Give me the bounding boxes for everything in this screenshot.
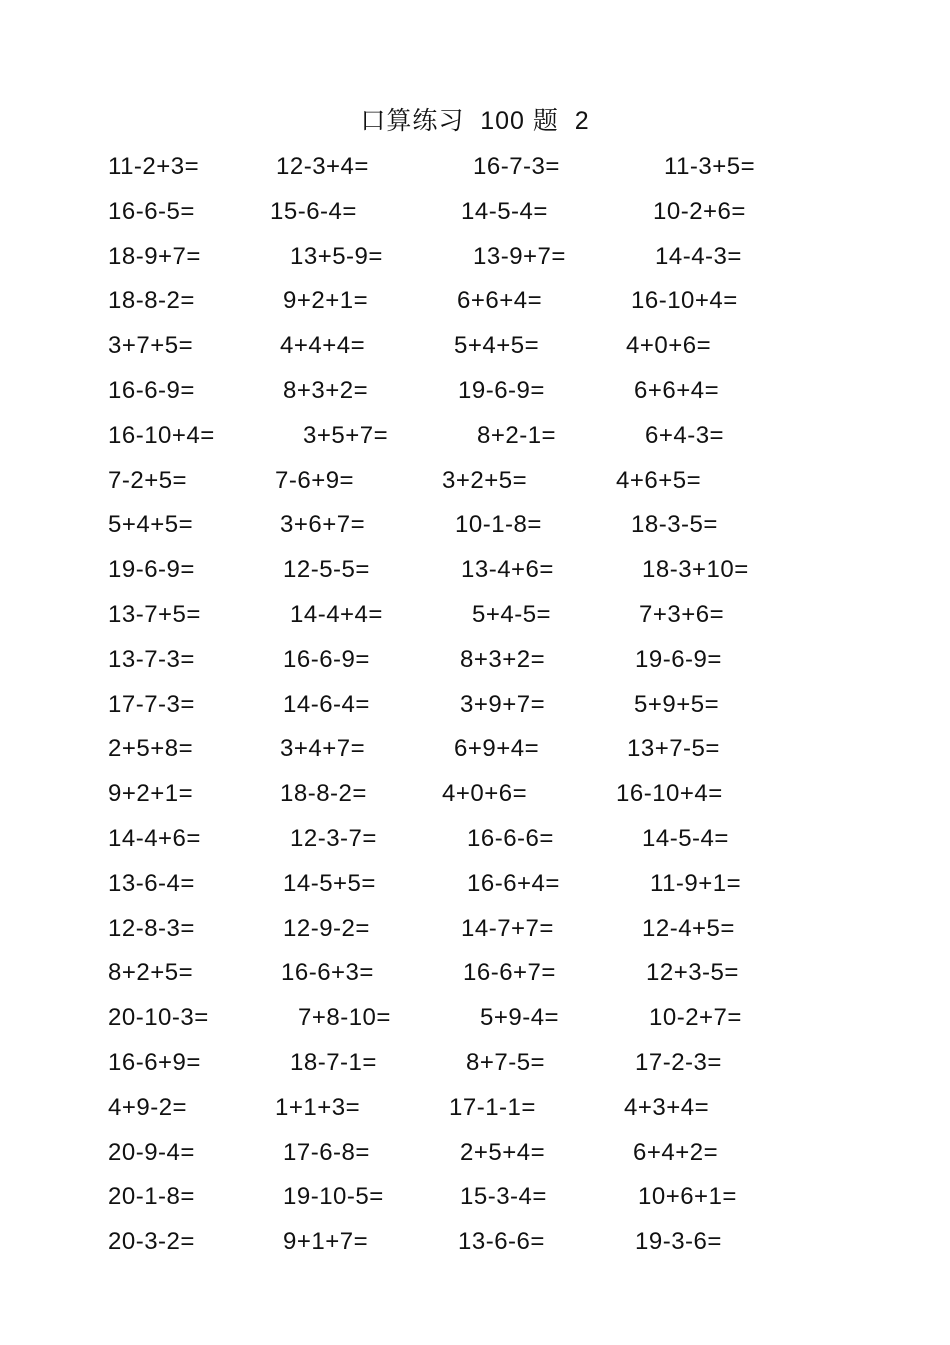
problem-r7-c4: 6+4-3= <box>645 421 725 449</box>
problem-r10-c1: 19-6-9= <box>108 556 195 584</box>
problem-r20-c4: 10-2+7= <box>649 1004 742 1032</box>
problem-r17-c3: 16-6+4= <box>467 869 560 897</box>
problem-r3-c1: 18-9+7= <box>108 242 201 270</box>
problem-r15-c2: 18-8-2= <box>280 780 367 808</box>
problem-r13-c1: 17-7-3= <box>108 690 195 718</box>
problem-r14-c1: 2+5+8= <box>108 735 194 763</box>
problem-r7-c2: 3+5+7= <box>303 421 389 449</box>
problem-r12-c1: 13-7-3= <box>108 645 195 673</box>
problem-r21-c2: 18-7-1= <box>290 1049 377 1076</box>
problem-r13-c3: 3+9+7= <box>460 690 546 718</box>
problem-r11-c1: 13-7+5= <box>108 601 201 628</box>
problem-r24-c1: 20-1-8= <box>108 1183 195 1211</box>
problem-r6-c3: 19-6-9= <box>458 377 545 404</box>
problem-r4-c3: 6+6+4= <box>457 287 543 315</box>
problem-r24-c3: 15-3-4= <box>460 1183 547 1211</box>
page-title: 口算练习 100 题 2 <box>360 107 590 135</box>
problem-r20-c1: 20-10-3= <box>108 1004 209 1032</box>
problem-r8-c2: 7-6+9= <box>275 466 355 494</box>
problem-r2-c1: 16-6-5= <box>108 197 195 225</box>
problem-r12-c4: 19-6-9= <box>635 645 722 673</box>
problem-r4-c2: 9+2+1= <box>283 287 369 315</box>
problem-r19-c1: 8+2+5= <box>108 959 194 987</box>
problem-r2-c2: 15-6-4= <box>270 197 357 225</box>
problem-r10-c2: 12-5-5= <box>283 556 370 584</box>
problem-r25-c4: 19-3-6= <box>635 1228 722 1256</box>
problem-r16-c1: 14-4+6= <box>108 825 201 852</box>
problem-r14-c2: 3+4+7= <box>280 735 366 763</box>
problem-r1-c1: 11-2+3= <box>108 153 200 180</box>
problem-r8-c4: 4+6+5= <box>616 466 702 494</box>
problem-r4-c1: 18-8-2= <box>108 287 195 315</box>
problem-r1-c4: 11-3+5= <box>664 153 756 180</box>
problem-r18-c2: 12-9-2= <box>283 914 370 942</box>
problem-r19-c4: 12+3-5= <box>646 959 739 987</box>
problem-r10-c4: 18-3+10= <box>642 556 749 584</box>
problem-r15-c4: 16-10+4= <box>616 780 723 808</box>
problem-r23-c2: 17-6-8= <box>283 1138 370 1166</box>
problem-r5-c2: 4+4+4= <box>280 332 366 360</box>
problem-r24-c2: 19-10-5= <box>283 1183 384 1211</box>
problem-r5-c4: 4+0+6= <box>626 332 712 360</box>
problem-r20-c3: 5+9-4= <box>480 1004 560 1032</box>
problem-r12-c2: 16-6-9= <box>283 645 370 673</box>
problem-r23-c3: 2+5+4= <box>460 1138 546 1166</box>
problem-r22-c2: 1+1+3= <box>275 1093 361 1121</box>
problem-r6-c1: 16-6-9= <box>108 377 195 404</box>
problem-r3-c4: 14-4-3= <box>655 242 742 270</box>
problem-r18-c4: 12-4+5= <box>642 914 735 942</box>
problem-r21-c3: 8+7-5= <box>466 1049 546 1076</box>
problem-r19-c3: 16-6+7= <box>463 959 556 987</box>
problem-r18-c3: 14-7+7= <box>461 914 554 942</box>
problem-r17-c4: 11-9+1= <box>650 869 742 897</box>
problem-r13-c2: 14-6-4= <box>283 690 370 718</box>
problem-r25-c2: 9+1+7= <box>283 1228 369 1256</box>
problem-r9-c3: 10-1-8= <box>455 511 542 539</box>
problem-r15-c1: 9+2+1= <box>108 780 194 808</box>
problem-r4-c4: 16-10+4= <box>631 287 738 315</box>
problem-r8-c3: 3+2+5= <box>442 466 528 494</box>
problem-r11-c3: 5+4-5= <box>472 601 552 628</box>
problem-r25-c3: 13-6-6= <box>458 1228 545 1256</box>
problem-r6-c2: 8+3+2= <box>283 377 369 404</box>
problem-r5-c1: 3+7+5= <box>108 332 194 360</box>
problem-r17-c1: 13-6-4= <box>108 869 195 897</box>
problem-r21-c1: 16-6+9= <box>108 1049 201 1076</box>
problem-r9-c1: 5+4+5= <box>108 511 194 539</box>
problem-r6-c4: 6+6+4= <box>634 377 720 404</box>
problem-r23-c4: 6+4+2= <box>633 1138 719 1166</box>
problem-r8-c1: 7-2+5= <box>108 466 188 494</box>
problem-r25-c1: 20-3-2= <box>108 1228 195 1256</box>
problem-r22-c4: 4+3+4= <box>624 1093 710 1121</box>
problem-r24-c4: 10+6+1= <box>638 1183 737 1211</box>
problem-r3-c2: 13+5-9= <box>290 242 383 270</box>
problem-r1-c3: 16-7-3= <box>473 153 560 180</box>
problem-r22-c1: 4+9-2= <box>108 1093 188 1121</box>
problem-r23-c1: 20-9-4= <box>108 1138 195 1166</box>
problem-r14-c4: 13+7-5= <box>627 735 720 763</box>
problem-r14-c3: 6+9+4= <box>454 735 540 763</box>
problem-r1-c2: 12-3+4= <box>276 153 369 180</box>
problem-r18-c1: 12-8-3= <box>108 914 195 942</box>
problem-r7-c1: 16-10+4= <box>108 421 215 449</box>
problem-r11-c2: 14-4+4= <box>290 601 383 628</box>
problem-r10-c3: 13-4+6= <box>461 556 554 584</box>
problem-r9-c4: 18-3-5= <box>631 511 718 539</box>
problem-r11-c4: 7+3+6= <box>639 601 725 628</box>
problem-r16-c3: 16-6-6= <box>467 825 554 852</box>
problem-r7-c3: 8+2-1= <box>477 421 557 449</box>
problem-r3-c3: 13-9+7= <box>473 242 566 270</box>
problem-r9-c2: 3+6+7= <box>280 511 366 539</box>
problem-r13-c4: 5+9+5= <box>634 690 720 718</box>
problem-r5-c3: 5+4+5= <box>454 332 540 360</box>
problem-r21-c4: 17-2-3= <box>635 1049 722 1076</box>
problem-r2-c3: 14-5-4= <box>461 197 548 225</box>
problem-r12-c3: 8+3+2= <box>460 645 546 673</box>
problem-r17-c2: 14-5+5= <box>283 869 376 897</box>
problem-r22-c3: 17-1-1= <box>449 1093 536 1121</box>
problem-r2-c4: 10-2+6= <box>653 197 746 225</box>
problem-r19-c2: 16-6+3= <box>281 959 374 987</box>
problem-r16-c4: 14-5-4= <box>642 825 729 852</box>
problem-r20-c2: 7+8-10= <box>298 1004 391 1032</box>
problem-r16-c2: 12-3-7= <box>290 825 377 852</box>
problem-r15-c3: 4+0+6= <box>442 780 528 808</box>
